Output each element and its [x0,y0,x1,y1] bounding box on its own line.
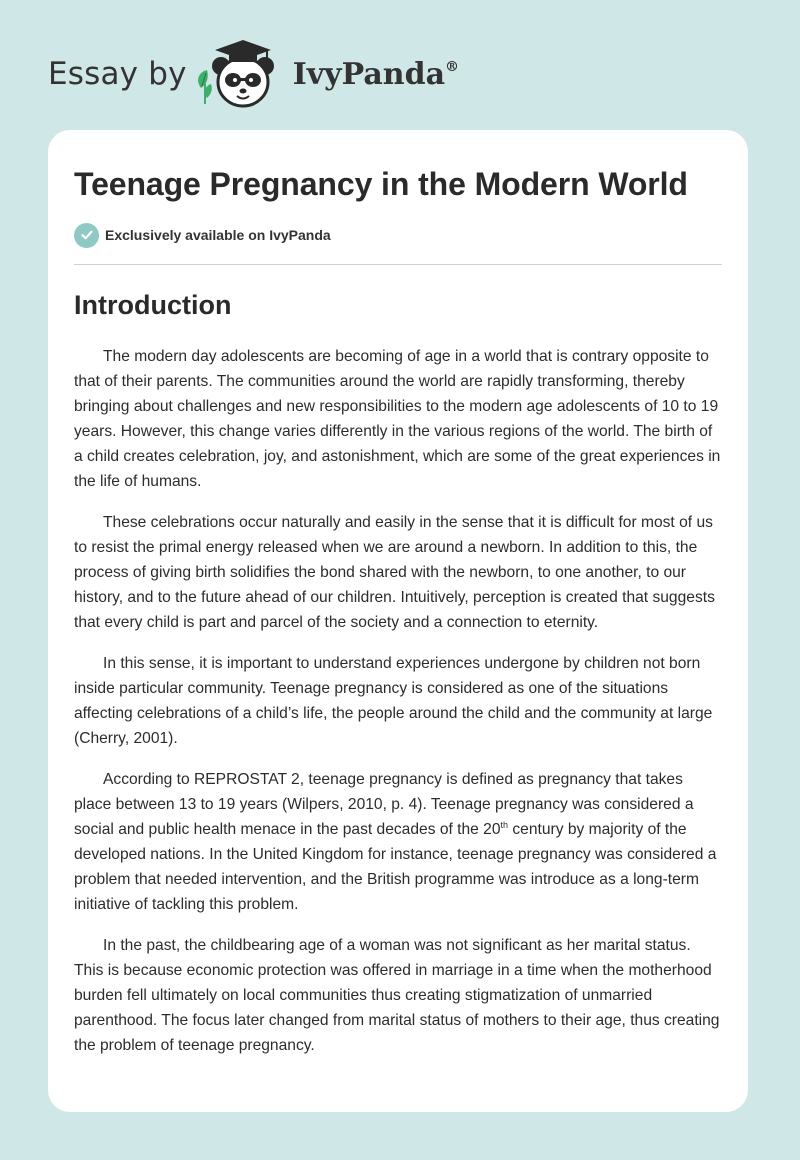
essay-card [48,130,748,1112]
paragraph-4: According to REPROSTAT 2, teenage pregnancy is defined as pregnancy that takes place between 13 to 19 years (Wilpers, 2010, p. 4). Teenage pregnancy was considered a social and public health menace in the past decades of the 20th century by majority of the developed nations. In the United Kingdom for instance, teenage pregnancy was considered a problem that needed intervention, and the British programme was introduce as a long-term initiative of tackling this problem. [74,771,717,913]
essay-body [74,344,722,1058]
site-header [48,36,459,112]
brand-name[interactable]: IvyPanda® [292,56,460,92]
paragraph-2: These celebrations occur naturally and easily in the sense that it is difficult for most of us to resist the primal energy released when we are around a newborn. In addition to this, the process of giving birth solidifies the bond shared with the newborn, to one another, to our history, and to the future ahead of our children. Intuitively, perception is created that suggests that every child is part and parcel of the society and a connection to eternity. [74,514,715,631]
trademark-symbol: ® [445,58,460,75]
check-icon [74,223,99,248]
section-heading-introduction: Introduction [74,290,232,320]
superscript-th: th [500,819,509,830]
panda-graduate-icon[interactable] [193,36,289,112]
essay-by-label: Essay by [48,56,187,92]
paragraph-3: In this sense, it is important to understand experiences undergone by children not born inside particular community. Teenage pregnancy is considered as one of the situations affecting celebrations of a child’s life, the people around the child and the community at large (Cherry, 2001). [74,655,713,747]
essay-title: Teenage Pregnancy in the Modern World [74,166,688,202]
paragraph-1: The modern day adolescents are becoming of age in a world that is contrary opposite to that of their parents. The communities around the world are rapidly transforming, thereby bringing about challenges and new responsibilities to the modern age adolescents of 10 to 19 years. However, this change varies differently in the various regions of the world. The birth of a child creates celebration, joy, and astonishment, which are some of the great experiences in the life of humans. [74,348,721,490]
exclusive-badge-label: Exclusively available on IvyPanda [105,227,331,243]
paragraph-5: In the past, the childbearing age of a woman was not significant as her marital status. This is because economic protection was offered in marriage in a time when the motherhood burden fell ultimately on local communities thus creating stigmatization of unmarried parenthood. The focus later changed from marital status of mothers to their age, thus creating the problem of teenage pregnancy. [74,937,720,1054]
exclusive-badge [74,222,722,248]
title-divider [74,264,722,265]
